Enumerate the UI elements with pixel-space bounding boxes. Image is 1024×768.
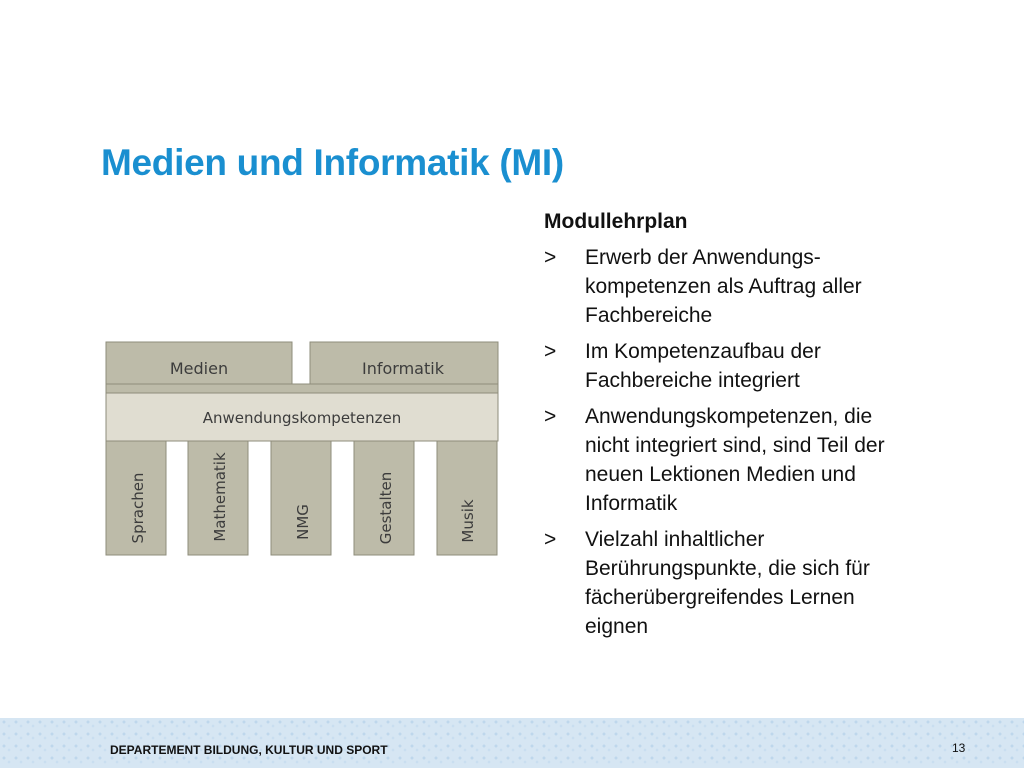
bullet-line: nicht integriert sind, sind Teil der [585,434,885,457]
bullet-marker: > [544,246,557,269]
bullet-line: Anwendungskompetenzen, die [585,405,873,428]
band-label: Anwendungskompetenzen [202,409,402,427]
pillar-label-sprachen: Sprachen [129,472,147,544]
bullet-line: Berührungspunkte, die sich für [585,557,870,580]
bullet-line: Erwerb der Anwendungs- [585,246,821,269]
bullet-marker: > [544,405,557,428]
footer-bar [0,718,1024,768]
pillar-label-mathematik: Mathematik [211,452,229,542]
bullet-line: Fachbereiche [585,304,713,327]
bullet-line: Fachbereiche integriert [585,369,800,392]
bullet-line: Vielzahl inhaltlicher [585,528,765,551]
pillar-label-nmg: NMG [294,504,312,540]
bullet-marker: > [544,528,557,551]
bullet-line: eignen [585,615,649,638]
content-text [544,210,964,648]
pillar-label-musik: Musik [459,499,477,543]
bullet-line: neuen Lektionen Medien und [585,463,856,486]
bullet-line: fächerübergreifendes Lernen [585,586,855,609]
page-number: 13 [952,741,966,755]
curriculum-diagram-svg [104,340,500,560]
bullet-text [585,525,964,641]
box-label-medien: Medien [169,359,229,378]
top-box-base [106,384,498,393]
bullet-line: Im Kompetenzaufbau der [585,340,821,363]
bullet-item [544,337,964,395]
bullet-item [544,402,964,518]
curriculum-diagram [104,340,500,560]
bullet-text [585,243,964,330]
bullet-text [585,402,964,518]
bullet-line: Informatik [585,492,678,515]
footer-department-label: DEPARTEMENT BILDUNG, KULTUR UND SPORT [110,743,388,757]
bullet-line: kompetenzen als Auftrag aller [585,275,862,298]
content-heading: Modullehrplan [544,210,688,233]
bullet-item [544,243,964,330]
slide-title: Medien und Informatik (MI) [101,142,564,183]
bullet-item [544,525,964,641]
box-label-informatik: Informatik [362,359,444,378]
pillar-label-gestalten: Gestalten [377,471,395,545]
bullet-text [585,337,964,395]
bullet-marker: > [544,340,557,363]
